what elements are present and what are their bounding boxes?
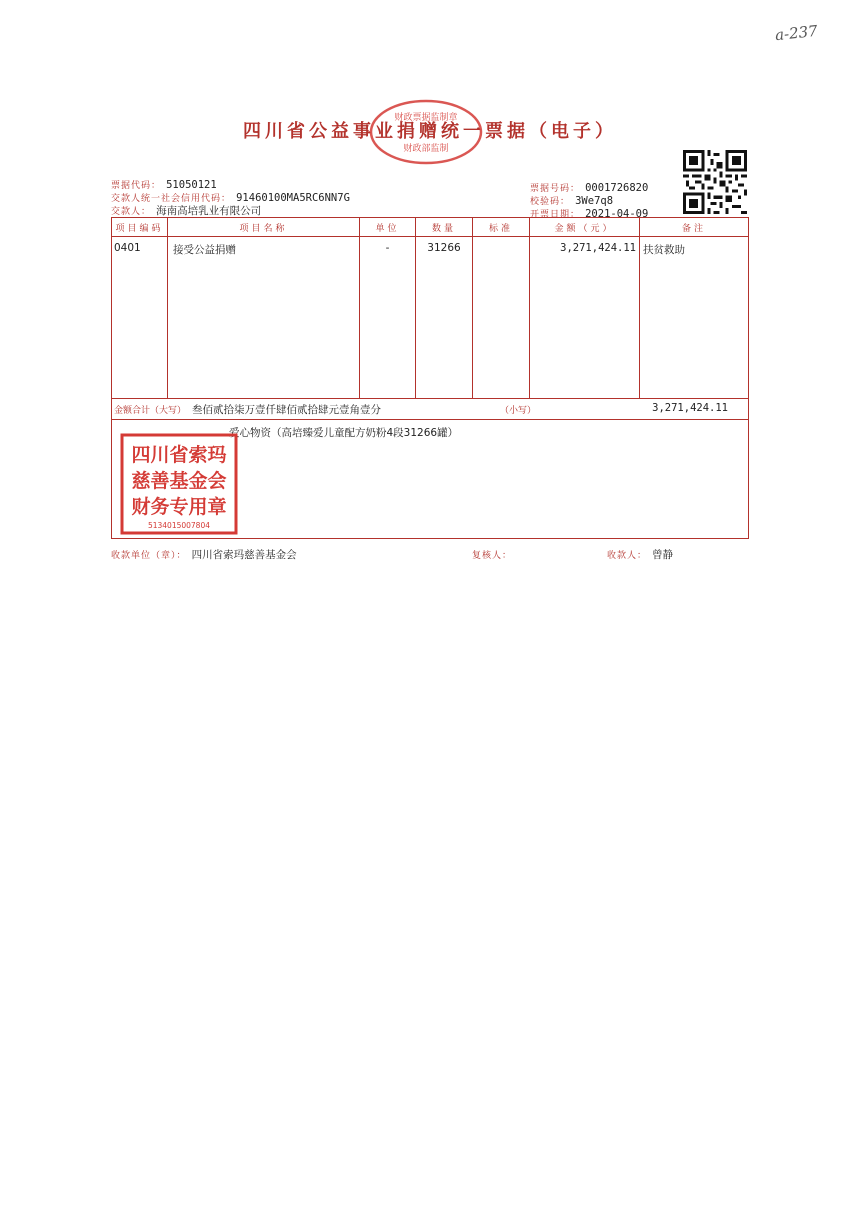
payer-row (111, 199, 261, 218)
credit-code-value: 91460100MA5RC6NN7G (236, 192, 350, 204)
note-text: 爱心物资（高培臻爱儿童配方奶粉4段31266罐） (229, 427, 459, 439)
cell-unit: - (360, 237, 416, 399)
reviewer-label: 复核人： (472, 551, 513, 561)
total-words-label: 金额合计（大写） (114, 406, 187, 416)
item-code-text: 0401 (114, 242, 141, 254)
header-amount: 金额（元） (530, 218, 640, 237)
total-amount-value: 3,271,424.11 (652, 402, 728, 414)
issue-date-label: 开票日期： (530, 210, 581, 220)
oval-seal-line2: 财政部监制 (403, 144, 449, 154)
header-unit: 单位 (360, 218, 416, 237)
cell-item-name (168, 237, 360, 399)
payee-value: 曾静 (652, 549, 674, 561)
table-header-row (112, 218, 749, 237)
oval-seal-line1: 财政票据监制章 (394, 113, 458, 123)
total-small-label: （小写） (500, 406, 537, 416)
payee-row (607, 543, 673, 562)
payee-label: 收款人： (607, 551, 648, 561)
check-code-label: 校验码： (530, 197, 571, 207)
issue-date-value: 2021-04-09 (585, 208, 649, 220)
cell-standard (473, 237, 530, 399)
payer-value: 海南高培乳业有限公司 (156, 205, 262, 217)
reviewer-row (472, 543, 512, 562)
seal-row-2: 慈善基金会 (131, 470, 227, 492)
total-row (112, 399, 749, 420)
header-quantity: 数量 (416, 218, 473, 237)
cell-item-code (112, 237, 168, 399)
bill-code-label: 票据代码： (111, 181, 162, 191)
bill-number-label: 票据号码： (530, 184, 581, 194)
document-title: 四川省公益事业捐赠统一票据（电子） (243, 121, 617, 142)
seal-row-3: 财务专用章 (131, 496, 227, 518)
header-item-name: 项目名称 (168, 218, 360, 237)
payee-unit-label: 收款单位（章）： (111, 551, 187, 561)
seal-number: 5134015007804 (147, 521, 211, 530)
payee-unit-value: 四川省索玛慈善基金会 (191, 549, 297, 561)
item-name-text: 接受公益捐赠 (173, 244, 236, 256)
cell-amount: 3,271,424.11 (530, 237, 640, 399)
credit-code-label: 交款人统一社会信用代码： (111, 194, 232, 204)
header-remark: 备注 (640, 218, 749, 237)
payee-unit-row (111, 543, 297, 562)
bill-code-value: 51050121 (166, 179, 217, 191)
header-standard: 标准 (473, 218, 530, 237)
handwritten-corner-note: a-237 (774, 21, 819, 45)
payer-label: 交款人： (111, 207, 152, 217)
table-row (112, 237, 749, 399)
total-words-value: 叁佰贰拾柒万壹仟肆佰贰拾肆元壹角壹分 (192, 404, 381, 416)
seal-row-1: 四川省索玛 (131, 444, 227, 466)
finance-seal-stamp (120, 433, 238, 535)
oval-seal-stamp (368, 98, 484, 166)
bill-number-value: 0001726820 (585, 182, 649, 194)
total-cell (112, 399, 749, 420)
cell-quantity: 31266 (416, 237, 473, 399)
check-code-value: 3We7q8 (575, 195, 614, 207)
header-item-code: 项目编码 (112, 218, 168, 237)
qr-code-icon (683, 150, 747, 214)
cell-remark: 扶贫救助 (640, 237, 749, 399)
